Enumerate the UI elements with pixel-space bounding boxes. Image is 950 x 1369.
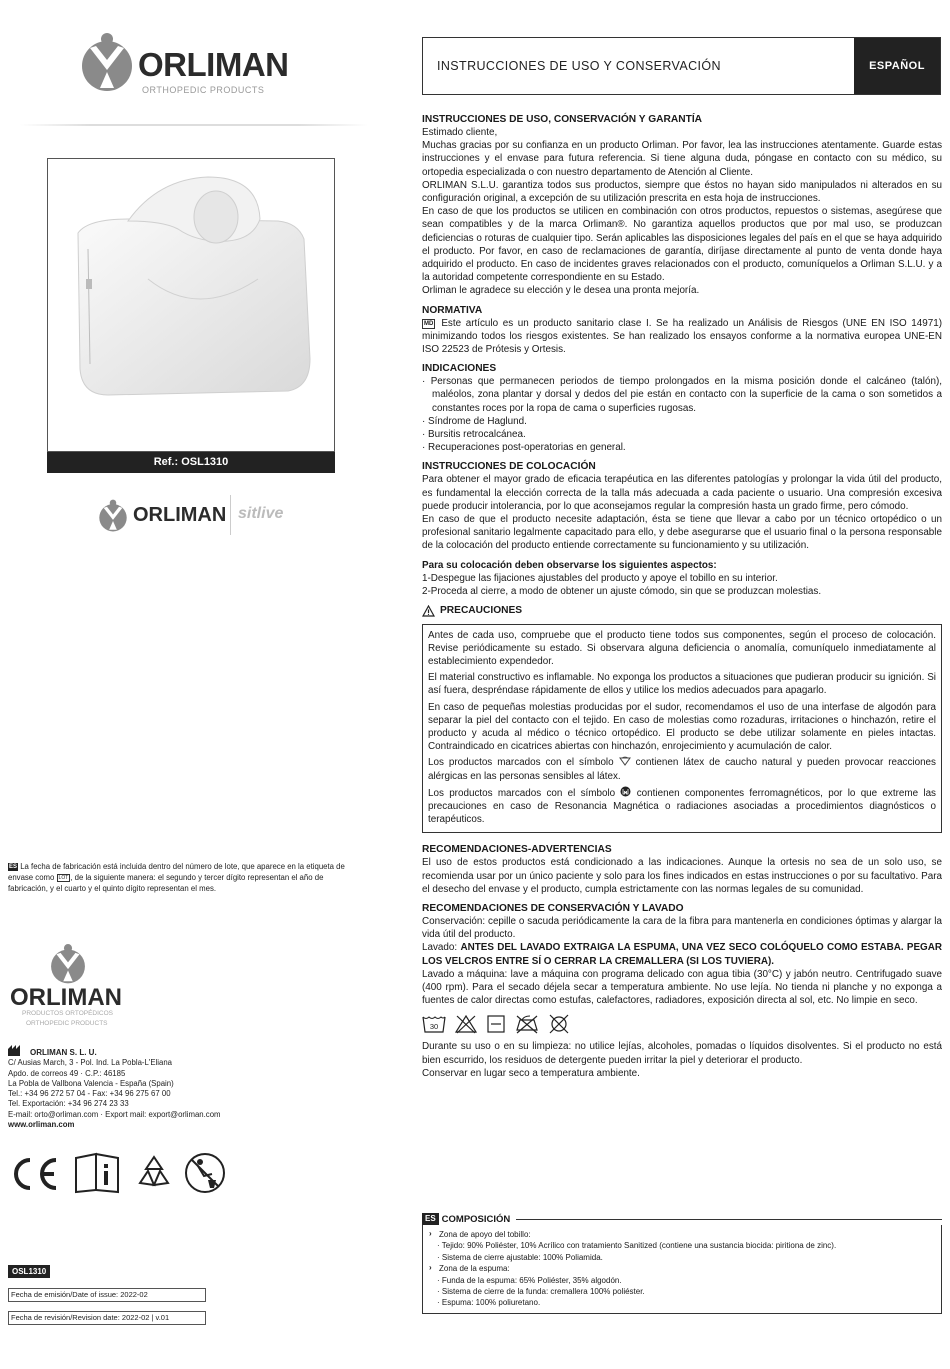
indications-list bbox=[422, 375, 942, 454]
paragraph: Los productos marcados con el símbolo contienen componentes ferromagnéticos, por lo que extreme las precauciones en caso de Resonancia Magnética o radiaciones asociadas a procedimientos diagnósticos o terapéuticos. bbox=[428, 787, 936, 826]
paragraph: El uso de estos productos está condicionado a las indicaciones. Aunque la ortesis no sea de un solo uso, se recomienda usar por un único paciente y solo para los fines indicados en estas instrucciones o por su facultativo. Para el desecho del envase y el producto, cumpla estrictamente con las normas legales de su comunidad. bbox=[422, 857, 942, 895]
list-item: · Síndrome de Haglund. bbox=[422, 415, 527, 427]
composition-item: · Tejido: 90% Poliéster, 10% Acrílico con tratamiento Sanitized (contiene una sustancia biocida: piritiona de zinc). bbox=[437, 1241, 837, 1251]
manufacturer-address bbox=[8, 1045, 268, 1130]
no-iron-icon bbox=[514, 1014, 540, 1034]
composition-body bbox=[422, 1225, 942, 1314]
issue-date: Fecha de emisión/Date of issue: 2022-02 bbox=[8, 1288, 206, 1302]
section-title-garantia: INSTRUCCIONES DE USO, CONSERVACIÓN Y GARANTÍA bbox=[422, 114, 703, 125]
brand-tagline: ORTHOPEDIC PRODUCTS bbox=[142, 85, 265, 95]
language-label: ESPAÑOL bbox=[854, 38, 940, 94]
svg-text:30: 30 bbox=[429, 1022, 439, 1032]
recycle-icon bbox=[134, 1153, 174, 1193]
header-rule bbox=[516, 1219, 942, 1220]
section-title-indicaciones: INDICACIONES bbox=[422, 363, 497, 375]
section-title-recomendaciones: RECOMENDACIONES-ADVERTENCIAS bbox=[422, 844, 612, 856]
paragraph: Muchas gracias por su confianza en un producto Orliman. Por favor, lea las instrucciones atentamente. Guarde estas instrucciones y el envase para futura referencia. Si tiene alguna duda, póngase en contacto con su médico, su ortopedia especializada o con nuestro departamento de Atención al Cliente. bbox=[422, 140, 942, 178]
orliman-figure-icon bbox=[96, 498, 130, 532]
orliman-logo-top bbox=[78, 28, 318, 98]
section-title-precauciones: PRECAUCIONES bbox=[422, 604, 942, 617]
list-item: · Personas que permanecen periodos de tiempo prolongados en la misma posición donde el calcáneo (talón), maléolos, zona plantar y dorsal y dedos del pie están en contacto con la superficie de la cama o son sometidos a constantes roces por la ropa de cama o superficies rugosas. bbox=[422, 376, 942, 414]
latex-icon bbox=[619, 756, 631, 766]
lot-note bbox=[8, 861, 353, 894]
address-line: C/ Ausias March, 3 - Pol. Ind. La Pobla-L'Eliana bbox=[8, 1058, 173, 1068]
section-title-normativa: NORMATIVA bbox=[422, 304, 483, 316]
product-ref-bar: Ref.: OSL1310 bbox=[47, 452, 335, 473]
paragraph: En caso de pequeñas molestias producidas por el sudor, recomendamos el uso de una interfase de algodón para separar la piel del contacto con el tejido. En caso de molestias como rozaduras, irritaciones o hinchazón, retire el producto y acuda al médico o técnico ortopédico. El producto se debe utilizar solamente en pieles intactas. Contraindicado en cicatrices abiertas con hinchazón, enrojecimiento y acumulación de calor. bbox=[428, 701, 936, 753]
sub-brand-name: sitlive bbox=[238, 505, 284, 522]
paragraph: En caso de que el producto necesite adaptación, ésta se tiene que llevar a cabo por un técnico ortopédico o un profesional sanitario legalmente capacitado para ello, y debe asegurarse que el usuario final o la persona responsable de la colocación del producto entiende correctamente su funcionamiento y su utilización. bbox=[422, 514, 942, 552]
composition-item: · Sistema de cierre de la funda: cremallera 100% poliéster. bbox=[437, 1287, 645, 1297]
paragraph: MD Este artículo es un producto sanitario clase I. Se ha realizado un Análisis de Riesgos (UNE EN ISO 14971) minimizando todos los riesgos existentes. Se han realizado los ensayos conforme a la normativa europea UNE-EN ISO 22523 de Prótesis y Ortesis. bbox=[422, 317, 942, 356]
lot-note-text-a: La fecha de fabricación está incluida dentro del número de lote, que aparece en la etiqueta de envase como bbox=[8, 862, 345, 882]
warning-triangle-icon bbox=[422, 605, 435, 617]
medical-device-symbol: MD bbox=[424, 320, 434, 327]
address-line: Tel.: +34 96 272 57 04 - Fax: +34 96 275 67 00 bbox=[8, 1089, 171, 1099]
revision-date: Fecha de revisión/Revision date: 2022-02 | v.01 bbox=[8, 1311, 206, 1325]
composition-group-label: › Zona de apoyo del tobillo: bbox=[429, 1229, 935, 1240]
lot-note-text-b: , de la siguiente manera: el segundo y tercer dígito representan el año de fabricación, y el cuarto y el quinto dígito representan el mes. bbox=[8, 873, 324, 893]
paragraph: Lavado a máquina: lave a máquina con programa delicado con agua tibia (30°C) y jabón neutro. Centrifugado suave (400 rpm). Para el secado déjela secar a temperatura ambiente. No use lejía. No tienda ni planche y no exponga a fuentes de calor directas como estufas, calefactores, radiadores, exposición directa al sol, etc. No limpie en seco. bbox=[422, 968, 942, 1007]
care-symbols bbox=[422, 1013, 942, 1035]
brand-name: ORLIMAN bbox=[138, 46, 289, 83]
precautions-box bbox=[422, 624, 942, 834]
list-item: · Recuperaciones post-operatorias en general. bbox=[422, 442, 626, 454]
steps-title: Para su colocación deben observarse los siguientes aspectos: bbox=[422, 559, 717, 571]
composition-title: COMPOSICIÓN bbox=[441, 1213, 511, 1225]
address-line: La Pobla de Vallbona Valencia - España (Spain) bbox=[8, 1078, 174, 1088]
composition-section bbox=[422, 1213, 942, 1314]
instructions-book-icon bbox=[74, 1152, 122, 1194]
paragraph: Para obtener el mayor grado de eficacia terapéutica en las diferentes patologías y prolongar la vida útil del producto, es fundamental la elección correcta de la talla más adecuada a cada paciente o usuario. Una compresión excesiva puede producir intolerancia, por lo que aconsejamos regular la compresión hasta un grado firme, pero cómodo. bbox=[422, 474, 942, 512]
ce-mark-icon bbox=[8, 1154, 60, 1194]
left-divider bbox=[20, 124, 368, 126]
company-name: ORLIMAN S. L. U. bbox=[8, 1045, 268, 1058]
list-item: · Bursitis retrocalcánea. bbox=[422, 429, 526, 441]
no-bleach-icon bbox=[454, 1014, 478, 1034]
orliman-figure-icon bbox=[78, 30, 136, 92]
composition-item: · Espuma: 100% poliuretano. bbox=[437, 1298, 541, 1308]
composition-item: · Sistema de cierre ajustable: 100% Poliamida. bbox=[437, 1252, 603, 1262]
paragraph: El material constructivo es inflamable. No exponga los productos a situaciones que pudieran producir su ignición. Si así fuera, despréndase rápidamente de ellos y utilice los medios adecuados para apagarlo. bbox=[428, 672, 936, 697]
paragraph: Estimado cliente, bbox=[422, 127, 498, 138]
dry-flat-icon bbox=[486, 1014, 506, 1034]
step-item: 2-Proceda al cierre, a modo de obtener un ajuste cómodo, sin que se produzcan molestias. bbox=[422, 586, 822, 598]
heel-protector-image bbox=[48, 159, 334, 451]
instructions-content bbox=[422, 113, 942, 1080]
paragraph: Lavado: ANTES DEL LAVADO EXTRAIGA LA ESPUMA, UNA VEZ SECO COLÓQUELO COMO ESTABA. PEGAR LOS VELCROS ENTRE SÍ O CERRAR LA CREMALLERA (SI LOS TUVIERA). bbox=[422, 942, 942, 967]
lot-symbol: LOT bbox=[58, 875, 69, 881]
manufacturer-icon bbox=[8, 1045, 24, 1056]
section-title-lavado: RECOMENDACIONES DE CONSERVACIÓN Y LAVADO bbox=[422, 902, 684, 914]
address-line: Apdo. de correos 49 · C.P.: 46185 bbox=[8, 1068, 126, 1078]
logo-separator bbox=[230, 495, 231, 535]
ferromagnetic-icon bbox=[620, 786, 631, 797]
certification-icons bbox=[8, 1150, 238, 1195]
orliman-figure-icon bbox=[48, 942, 88, 984]
composition-header bbox=[422, 1213, 942, 1225]
paragraph: Conservar en lugar seco a temperatura ambiente. bbox=[422, 1067, 640, 1079]
address-line: E-mail: orto@orliman.com · Export mail: export@orliman.com bbox=[8, 1109, 221, 1119]
website: www.orliman.com bbox=[8, 1120, 75, 1130]
document-title: INSTRUCCIONES DE USO Y CONSERVACIÓN bbox=[437, 59, 721, 73]
step-item: 1-Despegue las fijaciones ajustables del producto y apoye el tobillo en su interior. bbox=[422, 572, 778, 584]
section-title-colocacion: INSTRUCCIONES DE COLOCACIÓN bbox=[422, 461, 596, 473]
composition-item: · Funda de la espuma: 65% Poliéster, 35% algodón. bbox=[437, 1275, 622, 1285]
language-badge: ES bbox=[422, 1213, 439, 1225]
orliman-sitlive-logo bbox=[96, 495, 296, 535]
paragraph: Orliman le agradece su elección y le desea una pronta mejoría. bbox=[422, 285, 700, 297]
paragraph: En caso de que los productos se utilicen en combinación con otros productos, repuestos o sistemas, asegúrese que sean compatibles y de la marca Orliman®. No garantiza aquellos productos que por mal uso, se produzcan deficiencias o roturas de cualquier tipo. Serán aplicables las disposiciones legales del país en el que se haya adquirido el producto. Por favor, en caso de reclamaciones de garantía, diríjase directamente al punto de venta donde haya adquirido el producto. En caso de incidentes graves relacionados con el producto, comuníquelos a Orliman S.L.U. y a la autoridad competente correspondiente en su Estado. bbox=[422, 206, 942, 284]
document-header bbox=[422, 37, 941, 95]
paragraph: Antes de cada uso, compruebe que el producto tiene todos sus componentes, según el proceso de colocación. Revise periódicamente su estado. Si observara alguna deficiencia o anomalía, comuníquelo inmediatamente al establecimiento expendedor. bbox=[428, 629, 936, 667]
language-badge: ES bbox=[9, 864, 18, 870]
product-image-frame bbox=[47, 158, 335, 452]
ref-code-tag: OSL1310 bbox=[8, 1265, 50, 1278]
address-line: Tel. Exportación: +34 96 274 23 33 bbox=[8, 1099, 129, 1109]
wash-30-icon bbox=[422, 1014, 446, 1034]
waste-disposal-icon bbox=[184, 1152, 226, 1194]
brand-name: ORLIMAN bbox=[10, 984, 122, 1011]
composition-group-label: › Zona de la espuma: bbox=[429, 1263, 935, 1274]
paragraph: ORLIMAN S.L.U. garantiza todos sus productos, siempre que éstos no hayan sido manipulados ni alterados en su configuración original, a excepción de su utilización prescrita en esta hoja de instrucciones. bbox=[422, 179, 942, 205]
paragraph: Durante su uso o en su limpieza: no utilice lejías, alcoholes, pomadas o líquidos disolventes. Si el producto no está bien escurrido, los residuos de detergente pueden irritar la piel y deteriorar el producto. bbox=[422, 1041, 942, 1066]
paragraph: Los productos marcados con el símbolo contienen látex de caucho natural y pueden provocar reacciones alérgicas en las personas sensibles al látex. bbox=[428, 757, 936, 782]
brand-tagline: ORTHOPEDIC PRODUCTS bbox=[26, 1020, 108, 1027]
paragraph: Conservación: cepille o sacuda periódicamente la cara de la fibra para mantenerla en condiciones óptimas y alargar la vida útil del producto. bbox=[422, 915, 942, 941]
brand-name: ORLIMAN bbox=[133, 504, 227, 526]
no-dry-clean-icon bbox=[548, 1014, 570, 1034]
orliman-logo-bottom bbox=[10, 942, 160, 1032]
brand-tagline-es: PRODUCTOS ORTOPÉDICOS bbox=[22, 1010, 114, 1017]
